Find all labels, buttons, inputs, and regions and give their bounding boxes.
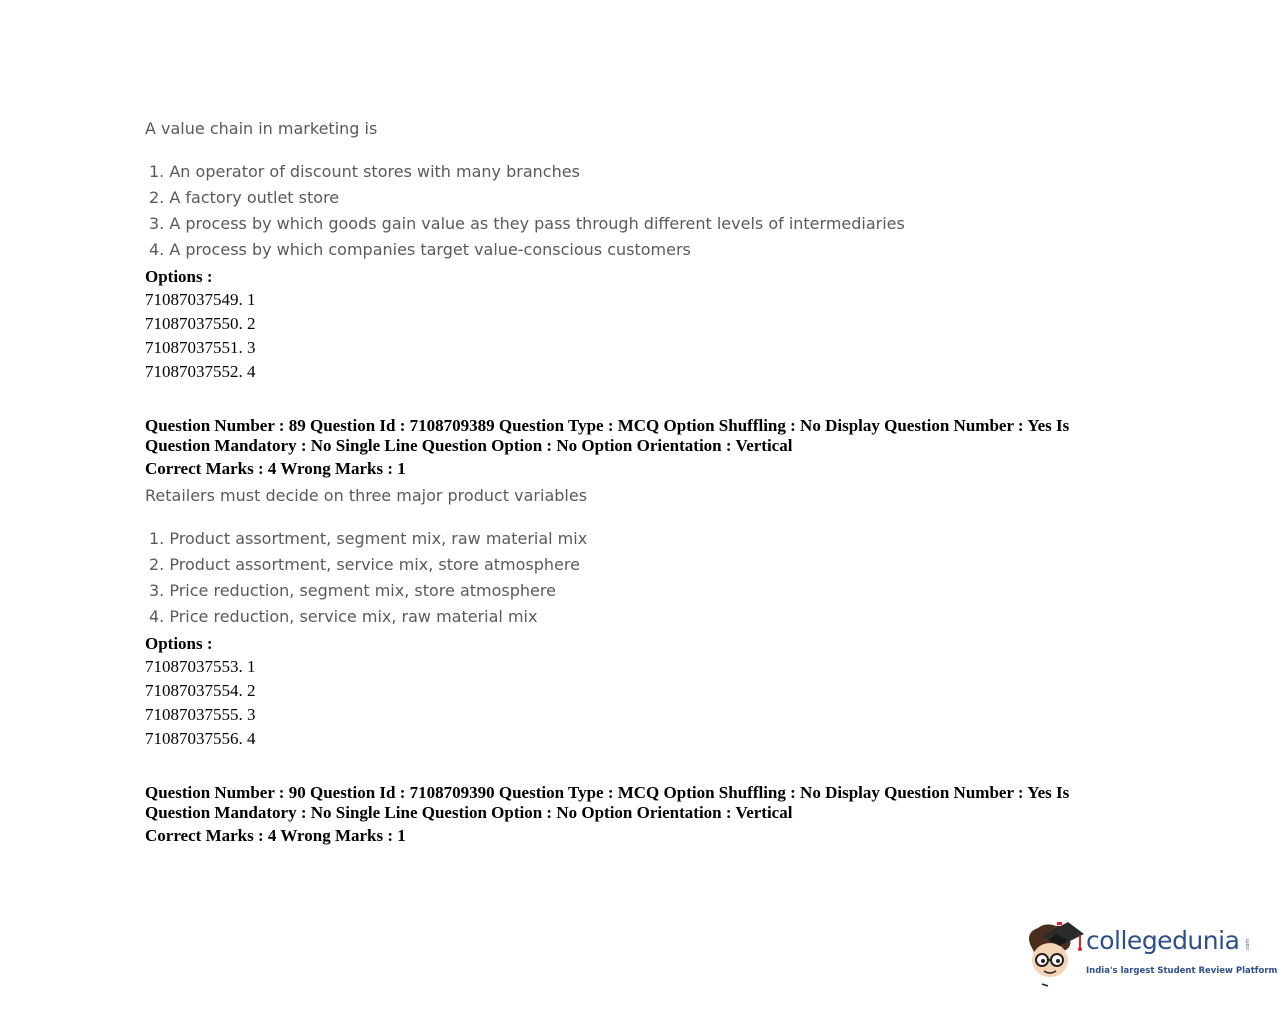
- option-id: 71087037555. 3: [145, 705, 256, 724]
- logo-wordmark: collegedunia: [1086, 926, 1240, 955]
- marks-line: Correct Marks : 4 Wrong Marks : 1: [145, 826, 406, 845]
- logo-suffix: .com: [1245, 938, 1252, 952]
- option-id: 71087037554. 2: [145, 681, 256, 700]
- answer-choice: 1. An operator of discount stores with many branches: [149, 162, 580, 181]
- answer-choice: 4. Price reduction, service mix, raw material mix: [149, 607, 538, 626]
- option-id: 71087037556. 4: [145, 729, 256, 748]
- collegedunia-logo: [1024, 916, 1278, 988]
- question-header-line: Question Number : 89 Question Id : 7108709389 Question Type : MCQ Option Shuffling : No Display Question Number : Yes Is: [145, 416, 1070, 435]
- question-text: Retailers must decide on three major product variables: [145, 486, 588, 505]
- question-header-line: Question Number : 90 Question Id : 7108709390 Question Type : MCQ Option Shuffling : No Display Question Number : Yes Is: [145, 783, 1070, 802]
- question-header-line: Question Mandatory : No Single Line Question Option : No Option Orientation : Vertical: [145, 803, 793, 822]
- question-text: A value chain in marketing is: [145, 119, 378, 138]
- answer-choice: 2. A factory outlet store: [149, 188, 340, 207]
- option-id: 71087037552. 4: [145, 362, 256, 381]
- answer-choice: 4. A process by which companies target value-conscious customers: [149, 240, 691, 259]
- option-id: 71087037551. 3: [145, 338, 256, 357]
- answer-choice: 2. Product assortment, service mix, store atmosphere: [149, 555, 580, 574]
- question-header-line: Question Mandatory : No Single Line Question Option : No Option Orientation : Vertical: [145, 436, 793, 455]
- options-label: Options :: [145, 634, 213, 653]
- option-id: 71087037553. 1: [145, 657, 256, 676]
- option-id: 71087037549. 1: [145, 290, 256, 309]
- answer-choice: 3. Price reduction, segment mix, store atmosphere: [149, 581, 556, 600]
- options-label: Options :: [145, 267, 213, 286]
- option-id: 71087037550. 2: [145, 314, 256, 333]
- logo-tagline: India's largest Student Review Platform: [1086, 966, 1278, 976]
- mascot-graduation-cap-icon: [1024, 916, 1086, 988]
- answer-choice: 3. A process by which goods gain value as they pass through different levels of intermediaries: [149, 214, 905, 233]
- answer-choice: 1. Product assortment, segment mix, raw material mix: [149, 529, 588, 548]
- marks-line: Correct Marks : 4 Wrong Marks : 1: [145, 459, 406, 478]
